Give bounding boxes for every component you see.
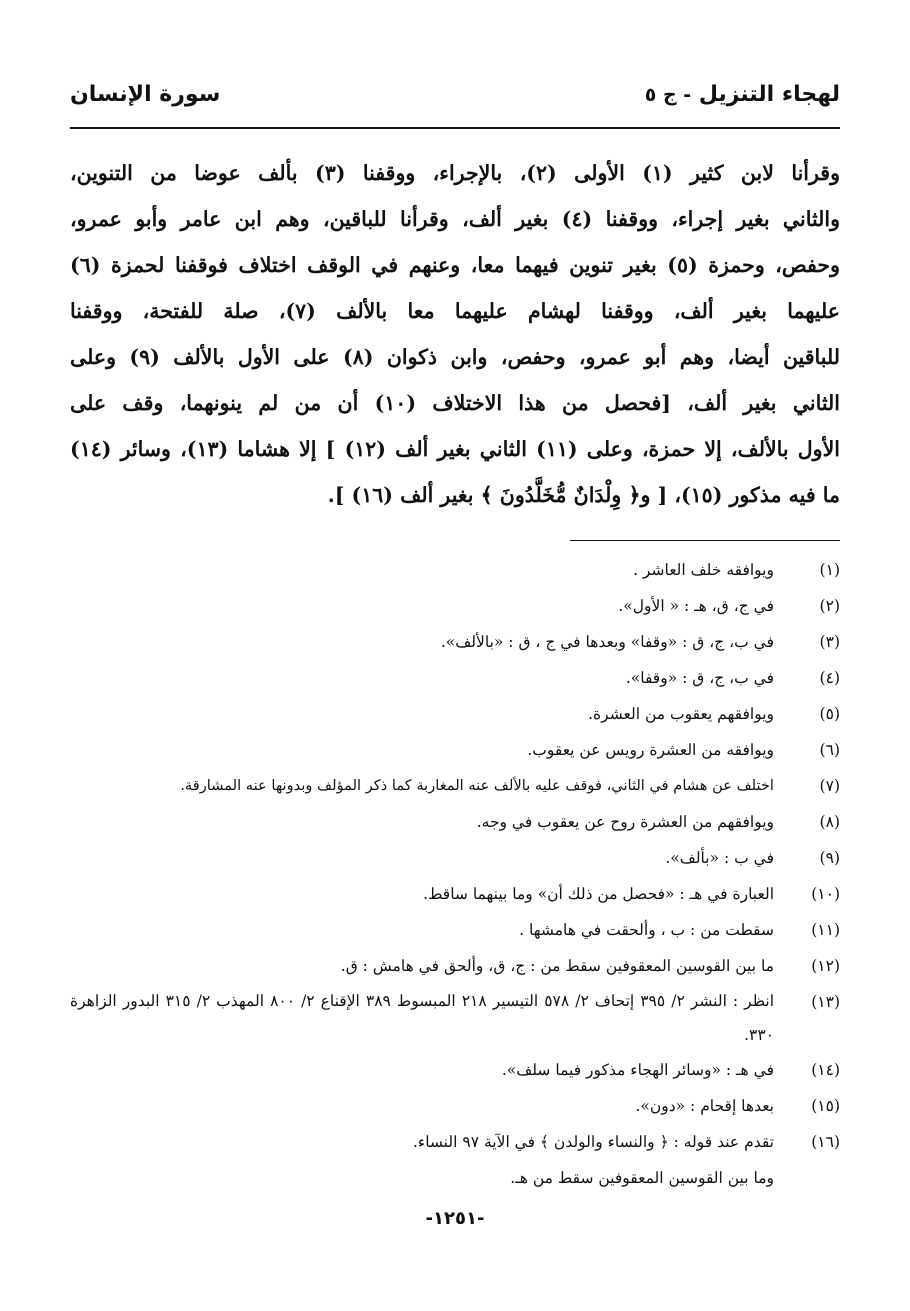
footnote-text: في هـ : «وسائر الهجاء مذكور فيما سلف».	[501, 1061, 774, 1079]
footnote	[70, 1124, 840, 1160]
footnote	[70, 624, 840, 660]
footnote	[70, 912, 840, 948]
footnote-text: سقطت من : ب ، وألحقت في هامشها .	[519, 921, 774, 939]
footnote-number: (١)	[819, 561, 840, 579]
footnote-number: (١٣)	[811, 993, 840, 1011]
footnote-text: ويوافقه خلف العاشر .	[633, 561, 774, 579]
footnote-text: في ج، ق، هـ : « الأول».	[618, 597, 774, 615]
footnote-text: في ب : «بألف».	[665, 849, 774, 867]
footnote-number: (٤)	[819, 669, 840, 687]
text-line: الأول بالألف، إلا حمزة، وعلى (١١) الثاني بغير ألف (١٢) ] إلا هشاما (١٣)، وسائر (١٤)	[70, 437, 840, 461]
text-line: وحفص، وحمزة (٥) بغير تنوين فيهما معا، وعنهم في الوقف اختلاف فوقفنا لحمزة (٦)	[70, 253, 840, 277]
footnotes	[70, 552, 840, 1196]
footnote-text: العبارة في هـ : «فحصل من ذلك أن» وما بينهما ساقط.	[423, 885, 774, 903]
running-title	[645, 82, 840, 107]
footnote-text: في ب، ج، ق : «وقفا» وبعدها في ج ، ق : «بالألف».	[440, 633, 774, 651]
footnote-number: (١٥)	[811, 1097, 840, 1115]
footnote-text: اختلف عن هشام في الثاني، فوقف عليه بالألف عنه المغاربة كما ذكر المؤلف وبدونها عنه المشارقة.	[180, 777, 774, 794]
footnote-text: ويوافقهم يعقوب من العشرة.	[588, 705, 774, 723]
footnote-number: (١١)	[811, 921, 840, 939]
footnote	[70, 840, 840, 876]
footnote-text: ما بين القوسين المعقوفين سقط من : ج، ق، وألحق في هامش : ق.	[340, 957, 774, 975]
page-header	[70, 80, 840, 120]
volume-label: - ج ٥	[644, 84, 692, 106]
footnote-number: (٧)	[819, 777, 840, 795]
text-line: والثاني بغير إجراء، ووقفنا (٤) بغير ألف، وقرأنا للباقين، وهم ابن عامر وأبو عمرو،	[70, 207, 840, 231]
text-line: للباقين أيضا، وهم أبو عمرو، وحفص، وابن ذكوان (٨) على الأول بالألف (٩) وعلى	[70, 345, 840, 369]
footnote	[70, 984, 840, 1052]
footnote	[70, 552, 840, 588]
text-line: الثاني بغير ألف، [فحصل من هذا الاختلاف (١٠) أن من لم ينونهما، وقف على	[70, 391, 840, 415]
footnote	[70, 696, 840, 732]
footnote-text: ويوافقه من العشرة رويس عن يعقوب.	[527, 741, 774, 759]
footnote	[70, 768, 840, 804]
footnote	[70, 732, 840, 768]
book-title: لهجاء التنزيل	[698, 82, 840, 107]
footnote	[70, 660, 840, 696]
footnote-divider	[570, 540, 840, 541]
footnote-text: انظر : النشر ٢/ ٣٩٥ إتحاف ٢/ ٥٧٨ التيسير ٢١٨ المبسوط ٣٨٩ الإقناع ٢/ ٨٠٠ المهذب ٢/ ٣١٥ البدور الزاهرة ٣٣٠.	[70, 992, 774, 1044]
footnote-number: (١٦)	[811, 1133, 840, 1151]
surah-name: سورة الإنسان	[70, 82, 221, 107]
footnote	[70, 804, 840, 840]
footnote	[70, 1088, 840, 1124]
footnote-number: (٦)	[819, 741, 840, 759]
footnote-text: ويوافقهم من العشرة روح عن يعقوب في وجه.	[476, 813, 774, 831]
footnote-number: (١٢)	[811, 957, 840, 975]
footnote-text: في ب، ج، ق : «وقفا».	[625, 669, 774, 687]
page-number: -١٢٥١-	[425, 1208, 485, 1229]
footnote-number: (٨)	[819, 813, 840, 831]
footnote-text: بعدها إقحام : «دون».	[635, 1097, 774, 1115]
footnote	[70, 948, 840, 984]
text-line: عليهما بغير ألف، ووقفنا لهشام عليهما معا بالألف (٧)، صلة للفتحة، ووقفنا	[70, 299, 840, 323]
header-divider	[70, 127, 840, 129]
footnote-number: (١٤)	[811, 1061, 840, 1079]
text-line: وقرأنا لابن كثير (١) الأولى (٢)، بالإجراء، ووقفنا (٣) بألف عوضا من التنوين،	[70, 161, 840, 185]
footnote-number: (١٠)	[811, 885, 840, 903]
text-line: ما فيه مذكور (١٥)، [ و﴿ وِلْدَانٌ مُّخَلَّدُونَ ﴾ بغير ألف (١٦) ].	[327, 483, 840, 507]
footnote-number: (٢)	[819, 597, 840, 615]
footnote-number: (٣)	[819, 633, 840, 651]
footnote	[70, 876, 840, 912]
footnote-text: تقدم عند قوله : ﴿ والنساء والولدن ﴾ في الآية ٩٧ النساء.	[412, 1133, 774, 1151]
main-text	[70, 150, 840, 518]
footnote	[70, 588, 840, 624]
footnote-continuation: وما بين القوسين المعقوفين سقط من هـ.	[510, 1169, 774, 1187]
footnote-number: (٥)	[819, 705, 840, 723]
footnote-number: (٩)	[819, 849, 840, 867]
footnote	[70, 1052, 840, 1088]
